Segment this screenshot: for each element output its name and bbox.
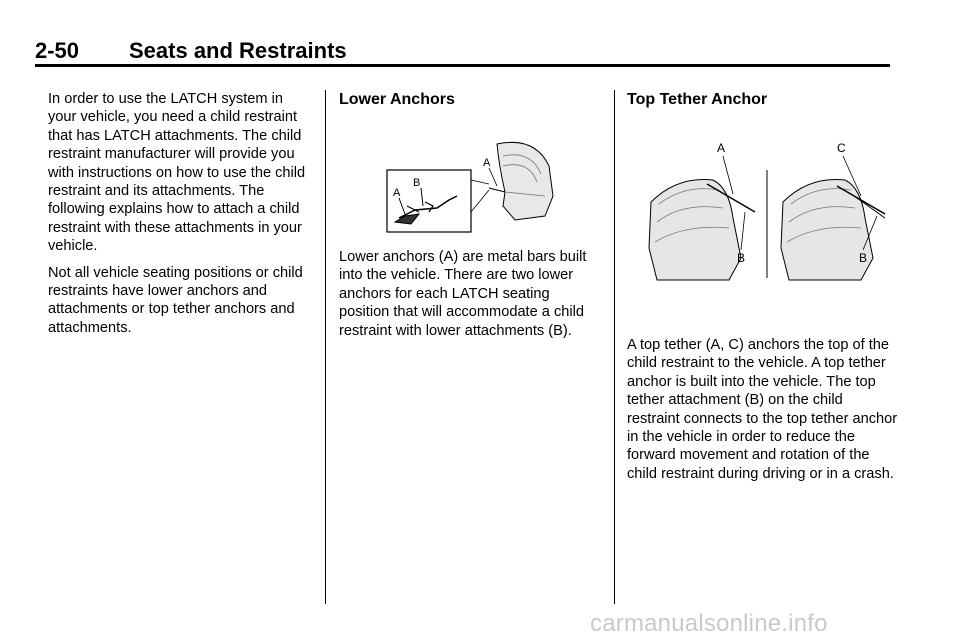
top-tether-heading: Top Tether Anchor bbox=[627, 91, 768, 108]
lower-figure-label-b: B bbox=[413, 177, 421, 189]
lower-anchors-paragraph: Lower anchors (A) are metal bars built into the vehicle. There are two lower anchors for each LATCH seating position that will accommodate a child restraint with lower attachments (B). bbox=[339, 249, 587, 339]
page-number: 2-50 bbox=[35, 38, 80, 63]
page-header bbox=[35, 30, 890, 70]
lower-anchors-illustration bbox=[385, 136, 561, 236]
column-divider-right bbox=[614, 90, 615, 604]
top-tether-paragraph: A top tether (A, C) anchors the top of the child restraint to the vehicle. A top tether anchor is built into the vehicle. The top tether attachment (B) on the child restraint connects to the top tether anchor in the vehicle in order to reduce the forward movement and rotation of the child restraint during driving or in a crash. bbox=[627, 337, 898, 482]
column-lower-anchors bbox=[339, 90, 601, 348]
note-paragraph: Not all vehicle seating positions or child restraints have lower anchors and attachments or top tether anchors and attachments. bbox=[48, 264, 303, 336]
header-rule bbox=[35, 64, 890, 67]
lower-figure-label-a-inset: A bbox=[483, 157, 491, 169]
column-top-tether bbox=[627, 90, 899, 491]
top-tether-illustration bbox=[637, 138, 895, 288]
top-figure-label-c: C bbox=[837, 141, 846, 155]
column-intro bbox=[48, 90, 310, 345]
top-figure-label-a: A bbox=[717, 141, 726, 155]
top-figure-label-b-left: B bbox=[737, 251, 746, 265]
lower-figure-label-a: A bbox=[393, 187, 401, 199]
watermark: carmanualsonline.info bbox=[590, 610, 828, 637]
section-title: Seats and Restraints bbox=[129, 38, 347, 63]
lower-anchors-heading: Lower Anchors bbox=[339, 91, 455, 108]
intro-paragraph: In order to use the LATCH system in your vehicle, you need a child restraint that has LATCH attachments. The child restraint manufacturer will provide you with instructions on how to use the child restraint and its attachments. The following explains how to attach a child restraint with these attachments in your vehicle. bbox=[48, 91, 306, 255]
column-divider-left bbox=[325, 90, 326, 604]
top-figure-label-b-right: B bbox=[859, 251, 868, 265]
